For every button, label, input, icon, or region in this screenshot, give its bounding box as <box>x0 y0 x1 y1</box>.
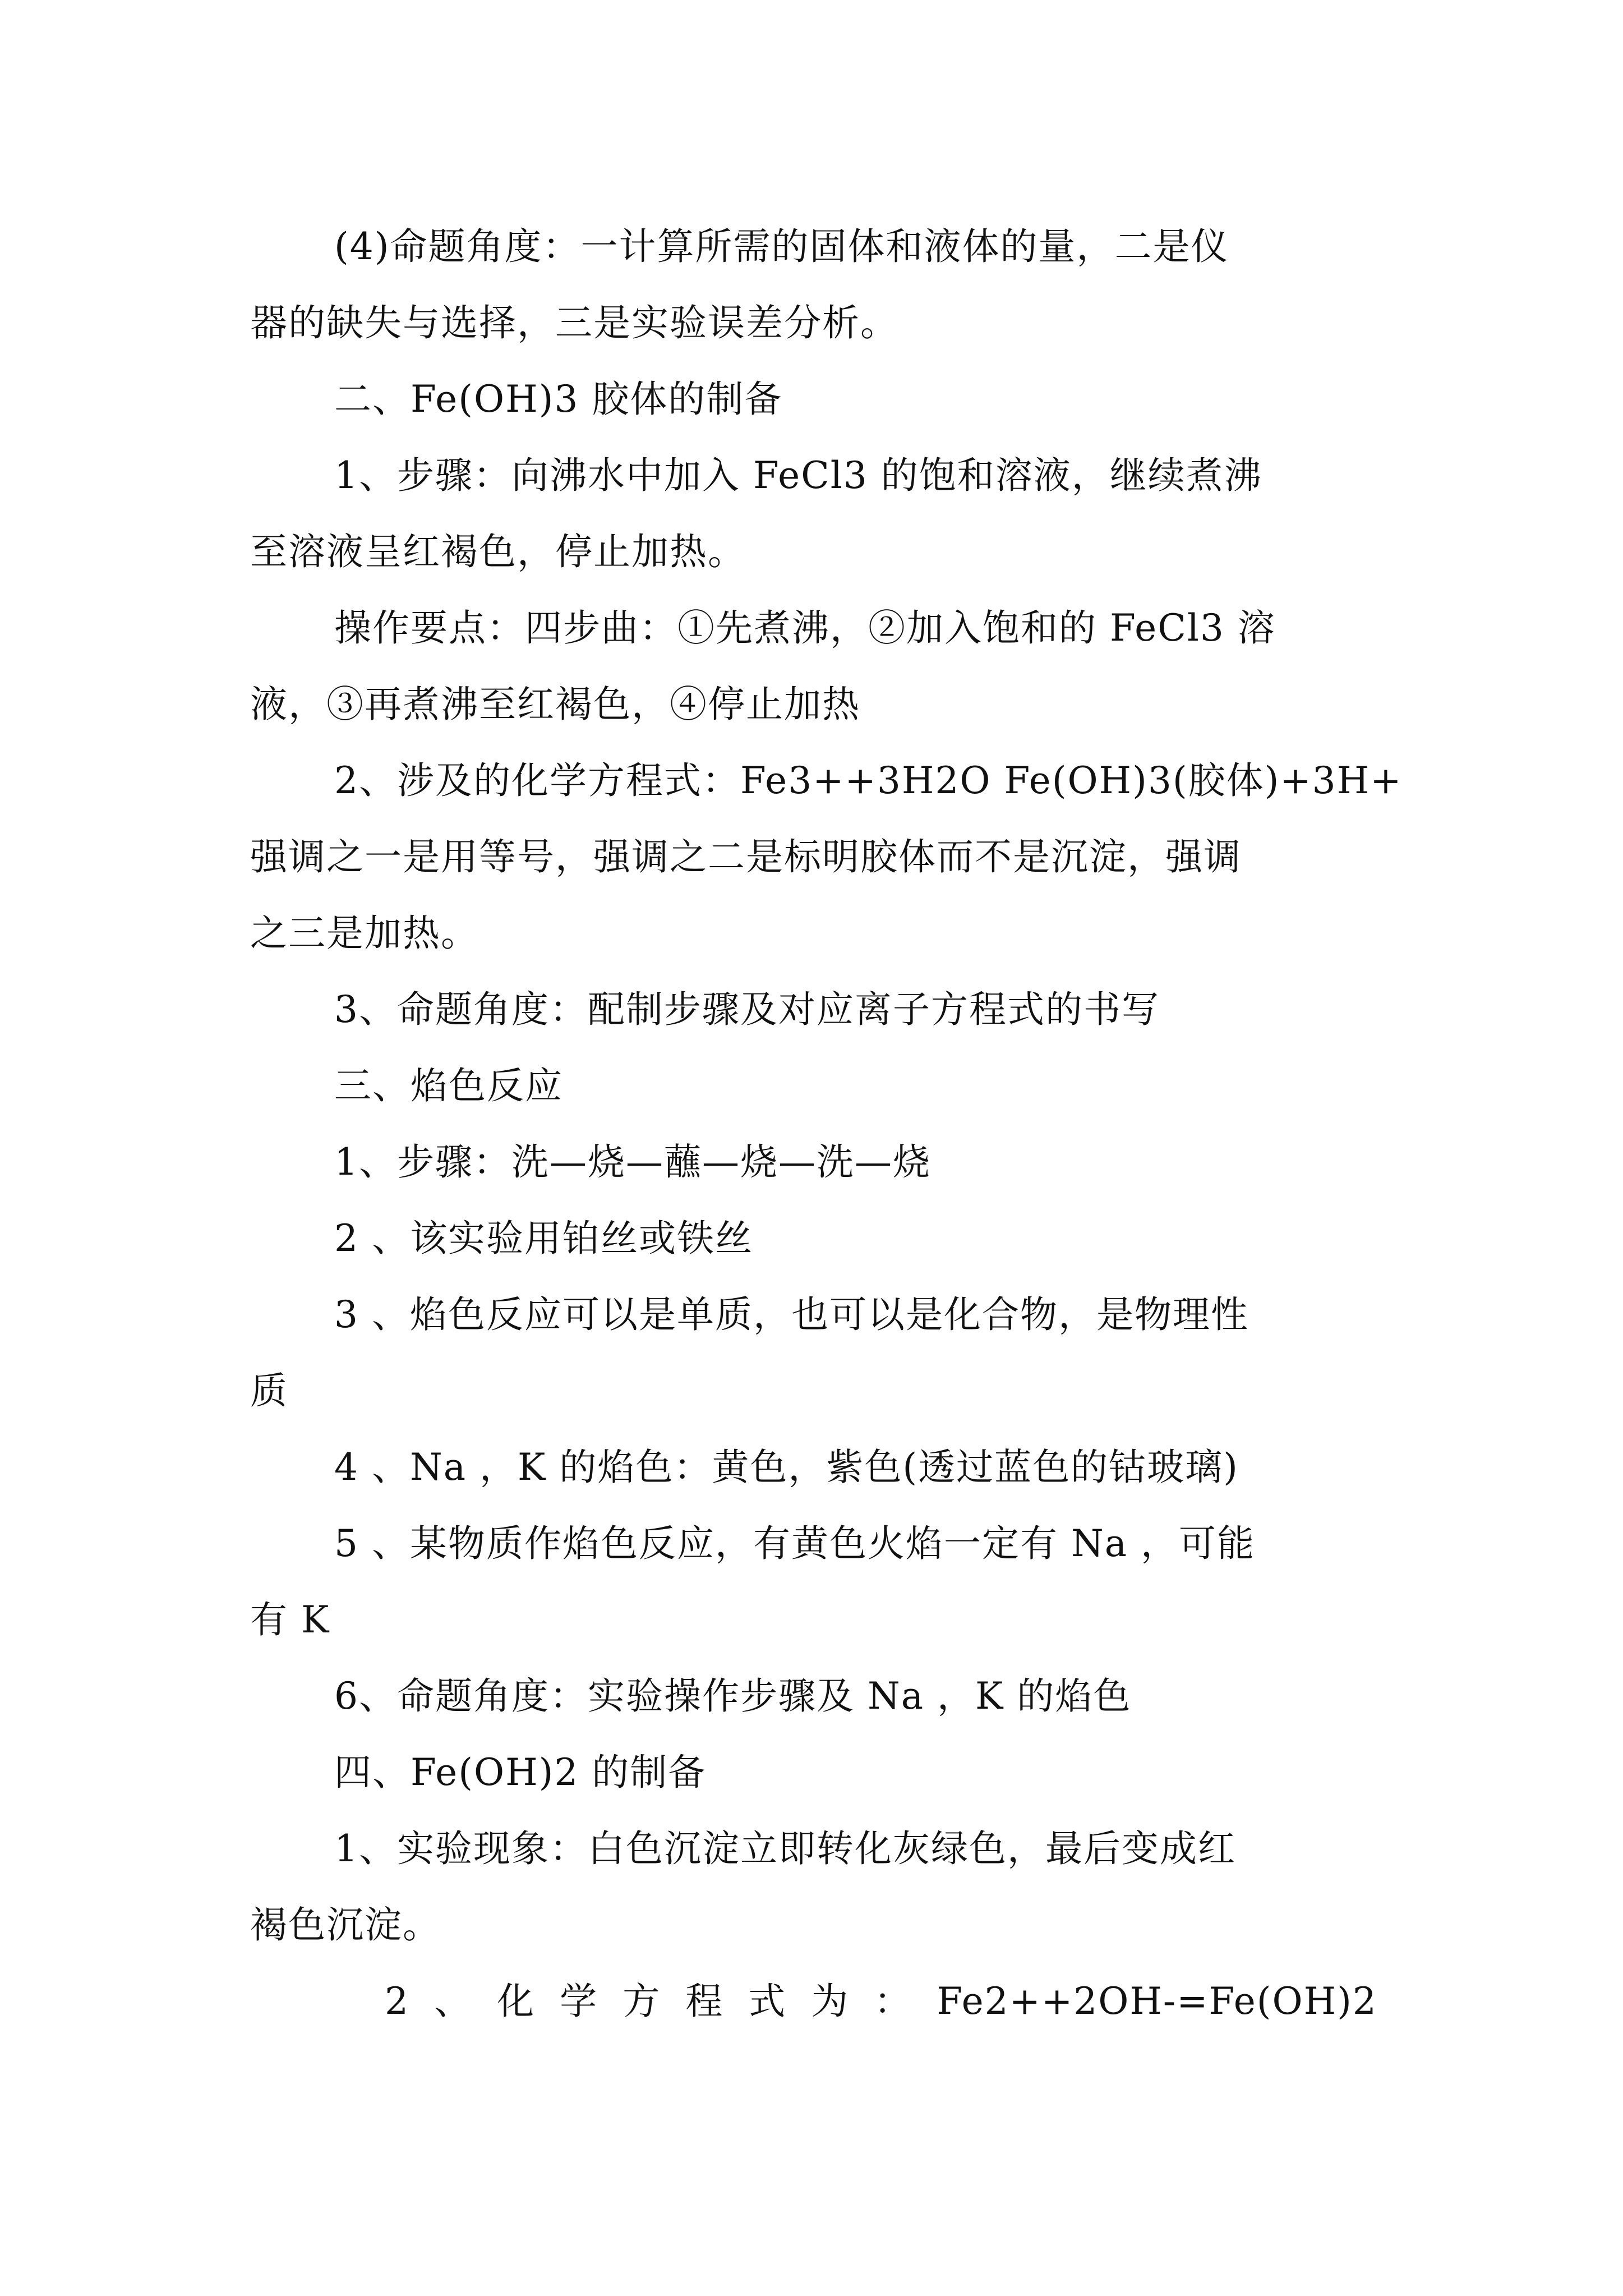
text-line: 操作要点：四步曲：①先煮沸，②加入饱和的 FeCl3 溶 <box>334 606 1276 650</box>
text-line: 有 K <box>250 1598 330 1641</box>
text-line: 3 、焰色反应可以是单质，也可以是化合物，是物理性 <box>334 1293 1249 1336</box>
equation-token: 2 <box>385 1980 409 2023</box>
equation-token: 、 <box>434 1980 473 2023</box>
document-body <box>250 209 1403 2040</box>
text-line: 1、步骤：洗—烧—蘸—烧—洗—烧 <box>334 1140 931 1184</box>
equation-token: Fe2++2OH-=Fe(OH)2 <box>937 1980 1377 2023</box>
text-line: 质 <box>250 1369 288 1412</box>
text-line: 1、步骤：向沸水中加入 FeCl3 的饱和溶液，继续煮沸 <box>334 454 1262 497</box>
section-heading: 四、Fe(OH)2 的制备 <box>334 1751 707 1794</box>
text-line: 6、命题角度：实验操作步骤及 Na ，K 的焰色 <box>334 1674 1132 1718</box>
text-line: 4 、Na ，K 的焰色：黄色，紫色(透过蓝色的钴玻璃) <box>334 1446 1239 1489</box>
text-line: 5 、某物质作焰色反应，有黄色火焰一定有 Na ，可能 <box>334 1522 1256 1565</box>
text-line: 之三是加热。 <box>250 912 479 955</box>
text-line: (4)命题角度：一计算所需的固体和液体的量，二是仪 <box>334 225 1229 268</box>
equation-token: 化 <box>497 1980 536 2023</box>
text-line: 强调之一是用等号，强调之二是标明胶体而不是沉淀，强调 <box>250 835 1242 878</box>
equation-token: ： <box>874 1980 912 2023</box>
equation-token: 为 <box>811 1980 850 2023</box>
section-heading: 三、焰色反应 <box>334 1064 563 1107</box>
text-line: 至溶液呈红褐色，停止加热。 <box>250 530 746 573</box>
text-line: 2、涉及的化学方程式：Fe3++3H2O Fe(OH)3(胶体)+3H+ <box>334 759 1403 802</box>
text-line: 2 、该实验用铂丝或铁丝 <box>334 1217 753 1260</box>
equation-token: 学 <box>560 1980 598 2023</box>
equation-line <box>250 1963 1377 2040</box>
equation-token: 方 <box>623 1980 661 2023</box>
text-line: 1、实验现象：白色沉淀立即转化灰绿色，最后变成红 <box>334 1827 1236 1870</box>
text-line: 液，③再煮沸至红褐色，④停止加热 <box>250 683 860 726</box>
equation-token: 式 <box>748 1980 787 2023</box>
text-line: 器的缺失与选择，三是实验误差分析。 <box>250 301 898 344</box>
text-line: 褐色沉淀。 <box>250 1903 441 1947</box>
equation-token: 程 <box>685 1980 724 2023</box>
text-line: 3、命题角度：配制步骤及对应离子方程式的书写 <box>334 988 1160 1031</box>
section-heading: 二、Fe(OH)3 胶体的制备 <box>334 378 783 421</box>
